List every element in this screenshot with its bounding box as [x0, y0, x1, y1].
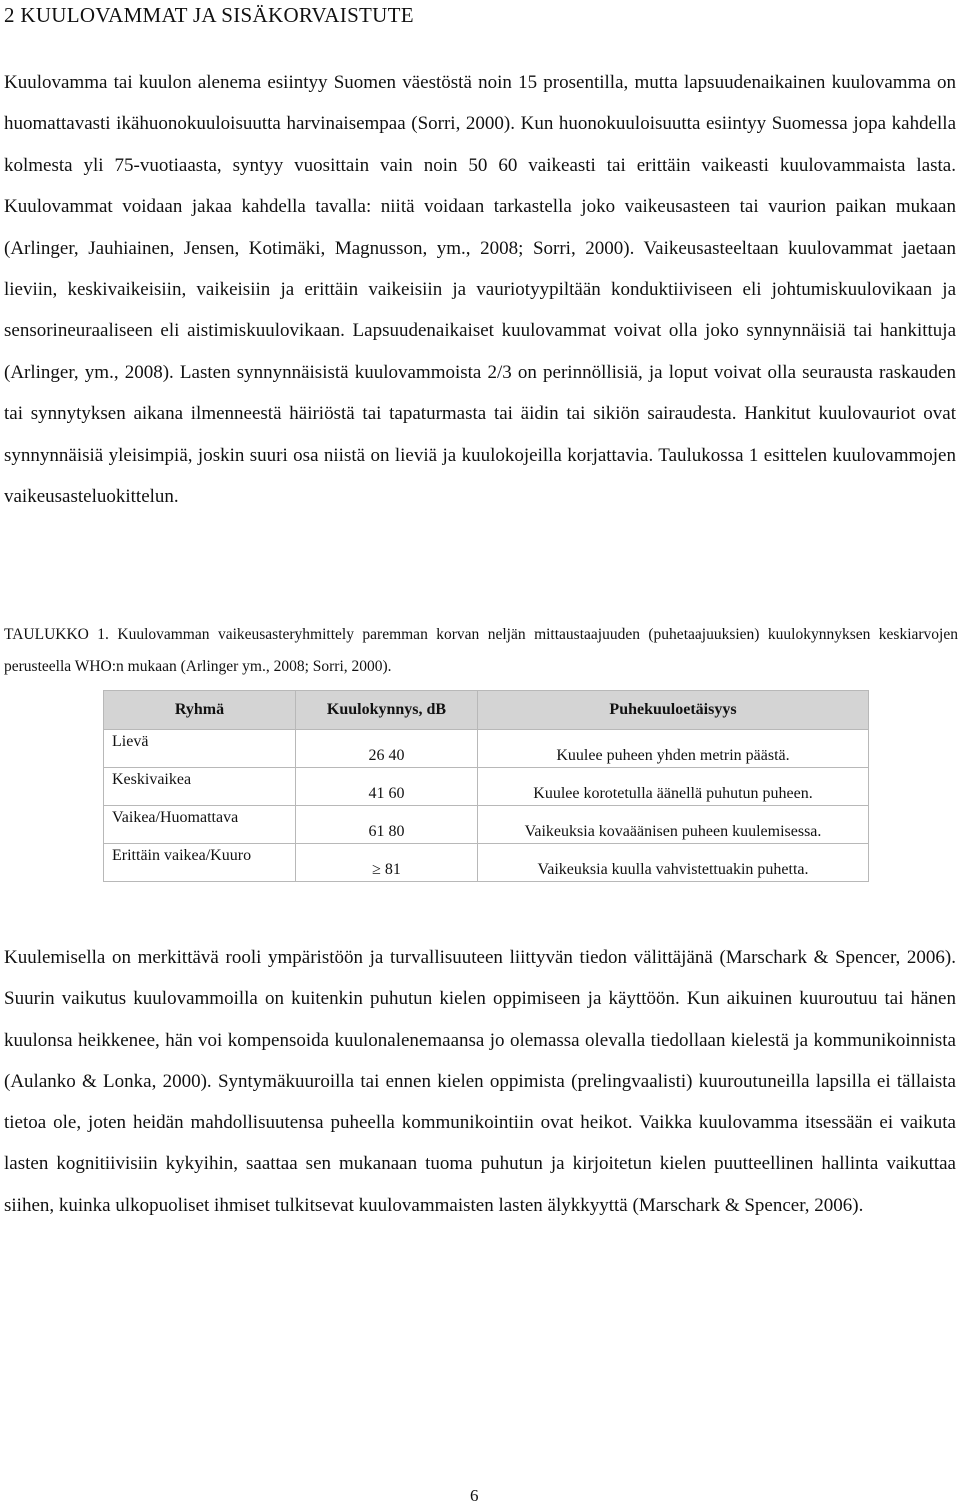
- table-caption: TAULUKKO 1. Kuulovamman vaikeusasteryhmittely paremman korvan neljän mittaustaajuuden (puhetaajuuksien) kuulokynnyksen keskiarvojen perusteella WHO:n mukaan (Arlinger ym., 2008; Sorri, 2000).: [4, 626, 958, 675]
- cell-threshold: ≥ 81: [296, 844, 478, 882]
- table-header-row: [104, 691, 869, 730]
- header-group: Ryhmä: [104, 691, 296, 730]
- page-number: 6: [470, 1486, 479, 1505]
- table-row: [104, 844, 869, 882]
- section-heading: 2 KUULOVAMMAT JA SISÄKORVAISTUTE: [4, 3, 414, 27]
- table-row: [104, 768, 869, 806]
- table-row: [104, 730, 869, 768]
- header-threshold-db: Kuulokynnys, dB: [296, 691, 478, 730]
- cell-threshold: 61 80: [296, 806, 478, 844]
- cell-group: Erittäin vaikea/Kuuro: [104, 844, 296, 882]
- body-paragraph-1: Kuulovamma tai kuulon alenema esiintyy Suomen väestöstä noin 15 prosentilla, mutta lapsuudenaikainen kuulovamma on huomattavasti ikähuonokuuloisuutta harvinaisempaa (Sorri, 2000). Kun huonokuuloisuutta esiintyy Suomessa jopa kahdella kolmesta yli 75-vuotiaasta, syntyy vuosittain vain noin 50 60 vaikeasti tai erittäin vaikeasti kuulovammaista lasta. Kuulovammat voidaan jakaa kahdella tavalla: niitä voidaan tarkastella joko vaikeusasteen tai vaurion paikan mukaan (Arlinger, Jauhiainen, Jensen, Kotimäki, Magnusson, ym., 2008; Sorri, 2000). Vaikeusasteeltaan kuulovammat jaetaan lieviin, keskivaikeisiin, vaikeisiin ja erittäin vaikeisiin ja vauriotyypiltään konduktiiviseen eli johtumiskuulovikaan ja sensorineuraaliseen eli aistimiskuulovikaan. Lapsuudenaikaiset kuulovammat voivat olla joko synnynnäisiä tai hankittuja (Arlinger, ym., 2008). Lasten synnynnäisistä kuulovammoista 2/3 on perinnöllisiä, ja loput voivat olla seurausta raskauden tai synnytyksen aikana ilmenneestä häiriöstä tai tapaturmasta tai äidin tai sikiön sairaudesta. Hankitut kuulovauriot ovat synnynnäisiä yleisimpiä, joskin suuri osa niistä on lieviä ja kuulokojeilla korjattavia. Taulukossa 1 esittelen kuulovammojen vaikeusasteluokittelun.: [4, 72, 956, 508]
- cell-group: Vaikea/Huomattava: [104, 806, 296, 844]
- cell-threshold: 41 60: [296, 768, 478, 806]
- severity-table-container: [103, 690, 869, 882]
- cell-speech: Vaikeuksia kuulla vahvistettuakin puhetta.: [478, 844, 869, 882]
- cell-group: Keskivaikea: [104, 768, 296, 806]
- header-speech-distance: Puhekuuloetäisyys: [478, 691, 869, 730]
- cell-threshold: 26 40: [296, 730, 478, 768]
- cell-speech: Vaikeuksia kovaäänisen puheen kuulemisessa.: [478, 806, 869, 844]
- cell-group: Lievä: [104, 730, 296, 768]
- cell-speech: Kuulee korotetulla äänellä puhutun puheen.: [478, 768, 869, 806]
- cell-speech: Kuulee puheen yhden metrin päästä.: [478, 730, 869, 768]
- body-paragraph-2: Kuulemisella on merkittävä rooli ympäristöön ja turvallisuuteen liittyvän tiedon välittäjänä (Marschark & Spencer, 2006). Suurin vaikutus kuulovammoilla on kuitenkin puhutun kielen oppimiseen ja käyttöön. Kun aikuinen kuuroutuu tai hänen kuulonsa heikkenee, hän voi kompensoida kuulonalenemaansa jo olemassa olevalla tiedollaan kielestä ja kommunikoinnista (Aulanko & Lonka, 2000). Syntymäkuuroilla tai ennen kielen oppimista (prelingvaalisti) kuuroutuneilla lapsilla ei tällaista tietoa ole, joten heidän mahdollisuutensa puheella kommunikointiin ovat heikot. Vaikka kuulovamma itsessään ei vaikuta lasten kognitiivisiin kykyihin, saattaa sen mukanaan tuoma puhutun ja kirjoitetun kielen puutteellinen hallinta vaikuttaa siihen, kuinka ulkopuoliset ihmiset tulkitsevat kuulovammaisten lasten älykkyyttä (Marschark & Spencer, 2006).: [4, 947, 956, 1216]
- table-row: [104, 806, 869, 844]
- severity-table: [103, 690, 869, 882]
